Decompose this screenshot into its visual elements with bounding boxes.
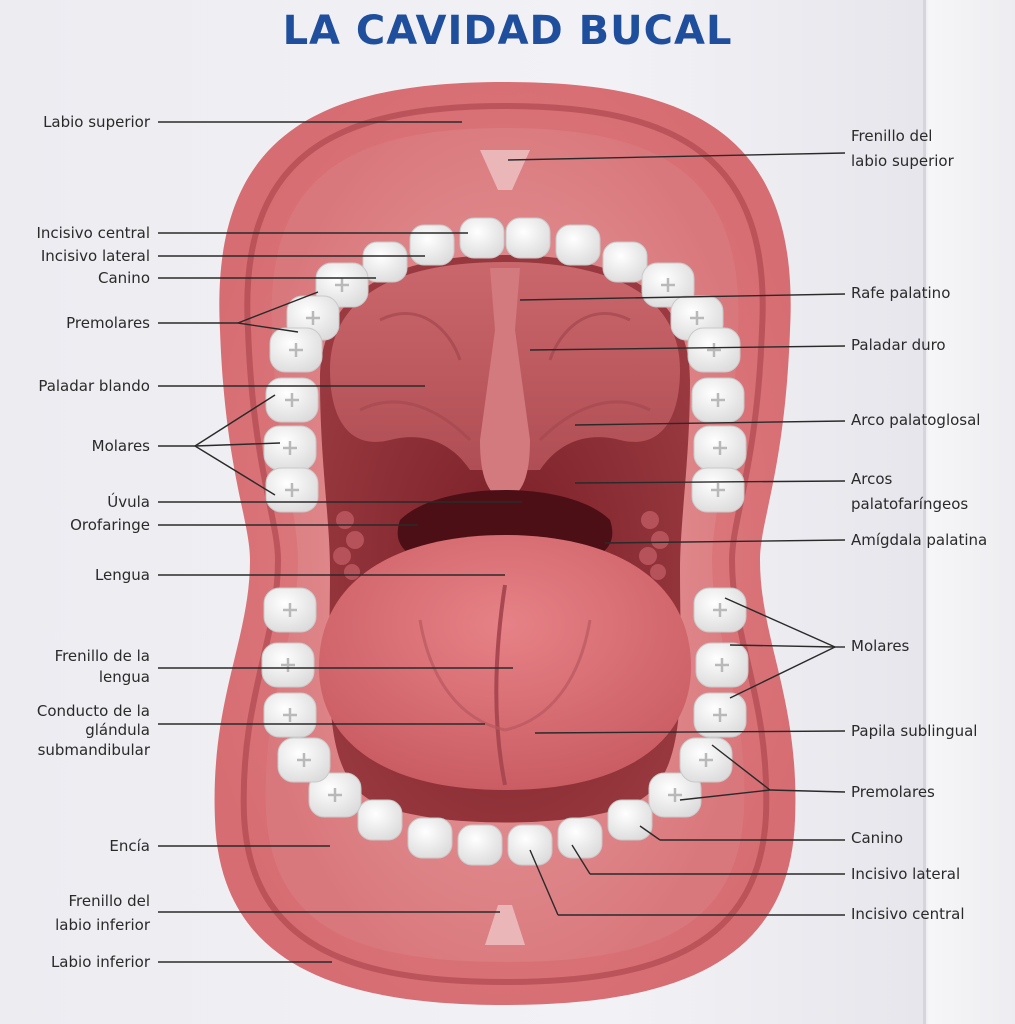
lower-tooth-right-3 — [608, 800, 652, 840]
label-molares-inferiores: Molares — [851, 637, 910, 655]
label-paladar-blando: Paladar blando — [38, 377, 150, 395]
label-molares-superiores: Molares — [91, 437, 150, 455]
label-conducto-1: Conducto de la — [36, 702, 150, 720]
label-conducto-2: glándula — [85, 721, 150, 739]
label-paladar-duro: Paladar duro — [851, 336, 946, 354]
label-arco-palatogloso: Arco palatoglosal — [851, 411, 981, 429]
upper-tooth-right-2 — [556, 225, 600, 265]
lower-tooth-right-7 — [696, 643, 748, 687]
lower-tooth-right-2 — [558, 818, 602, 858]
label-labio-superior: Labio superior — [43, 113, 150, 131]
label-frenillo-lengua-2: lengua — [98, 668, 150, 686]
label-incisivo-central-superior: Incisivo central — [36, 224, 150, 242]
upper-tooth-left-8 — [264, 426, 316, 470]
label-orofaringe: Orofaringe — [70, 516, 150, 534]
label-incisivo-lateral-superior: Incisivo lateral — [40, 247, 150, 265]
label-papila-sublingual: Papila sublingual — [851, 722, 978, 740]
label-frenillo-labio-inferior-1: Frenillo del — [68, 892, 150, 910]
label-uvula: Úvula — [107, 493, 150, 511]
label-canino-inferior: Canino — [851, 829, 904, 847]
upper-tooth-left-7 — [266, 378, 318, 422]
upper-tooth-right-3 — [603, 242, 647, 282]
label-frenillo-labio-inferior-2: labio inferior — [55, 916, 150, 934]
tongue — [319, 535, 691, 790]
upper-tooth-right-8 — [694, 426, 746, 470]
upper-tooth-right-6 — [688, 328, 740, 372]
lower-tooth-right-1 — [508, 825, 552, 865]
lower-tooth-left-8 — [264, 588, 316, 632]
label-encia: Encía — [109, 837, 150, 855]
label-premolares-inferiores: Premolares — [851, 783, 935, 801]
label-conducto-3: submandibular — [37, 741, 150, 759]
label-arcos-palatofaringeos-2: palatofaríngeos — [851, 495, 969, 513]
upper-tooth-right-7 — [692, 378, 744, 422]
lower-tooth-left-6 — [264, 693, 316, 737]
page-title: LA CAVIDAD BUCAL — [282, 8, 733, 54]
lower-tooth-left-7 — [262, 643, 314, 687]
label-frenillo-lengua-1: Frenillo de la — [54, 647, 150, 665]
label-frenillo-labio-superior-2: labio superior — [851, 152, 954, 170]
label-amigdala-palatina: Amígdala palatina — [851, 531, 988, 549]
upper-tooth-right-1 — [506, 218, 550, 258]
upper-tooth-right-9 — [692, 468, 744, 512]
lower-tooth-right-6 — [694, 693, 746, 737]
label-arcos-palatofaringeos-1: Arcos — [851, 470, 893, 488]
lower-tooth-left-2 — [408, 818, 452, 858]
lower-tooth-left-1 — [458, 825, 502, 865]
label-labio-inferior: Labio inferior — [50, 953, 150, 971]
lower-tooth-left-3 — [358, 800, 402, 840]
upper-tooth-left-2 — [410, 225, 454, 265]
lower-tooth-left-5 — [278, 738, 330, 782]
label-incisivo-lateral-inferior: Incisivo lateral — [851, 865, 961, 883]
label-lengua: Lengua — [94, 566, 150, 584]
upper-tooth-left-6 — [270, 328, 322, 372]
upper-tooth-left-3 — [363, 242, 407, 282]
lower-tooth-right-5 — [680, 738, 732, 782]
label-rafe-palatino: Rafe palatino — [851, 284, 951, 302]
label-incisivo-central-inferior: Incisivo central — [851, 905, 965, 923]
lower-tooth-right-8 — [694, 588, 746, 632]
upper-tooth-left-1 — [460, 218, 504, 258]
upper-tooth-left-9 — [266, 468, 318, 512]
label-canino-superior: Canino — [97, 269, 150, 287]
label-frenillo-labio-superior-1: Frenillo del — [851, 127, 933, 145]
label-premolares-superiores: Premolares — [66, 314, 150, 332]
